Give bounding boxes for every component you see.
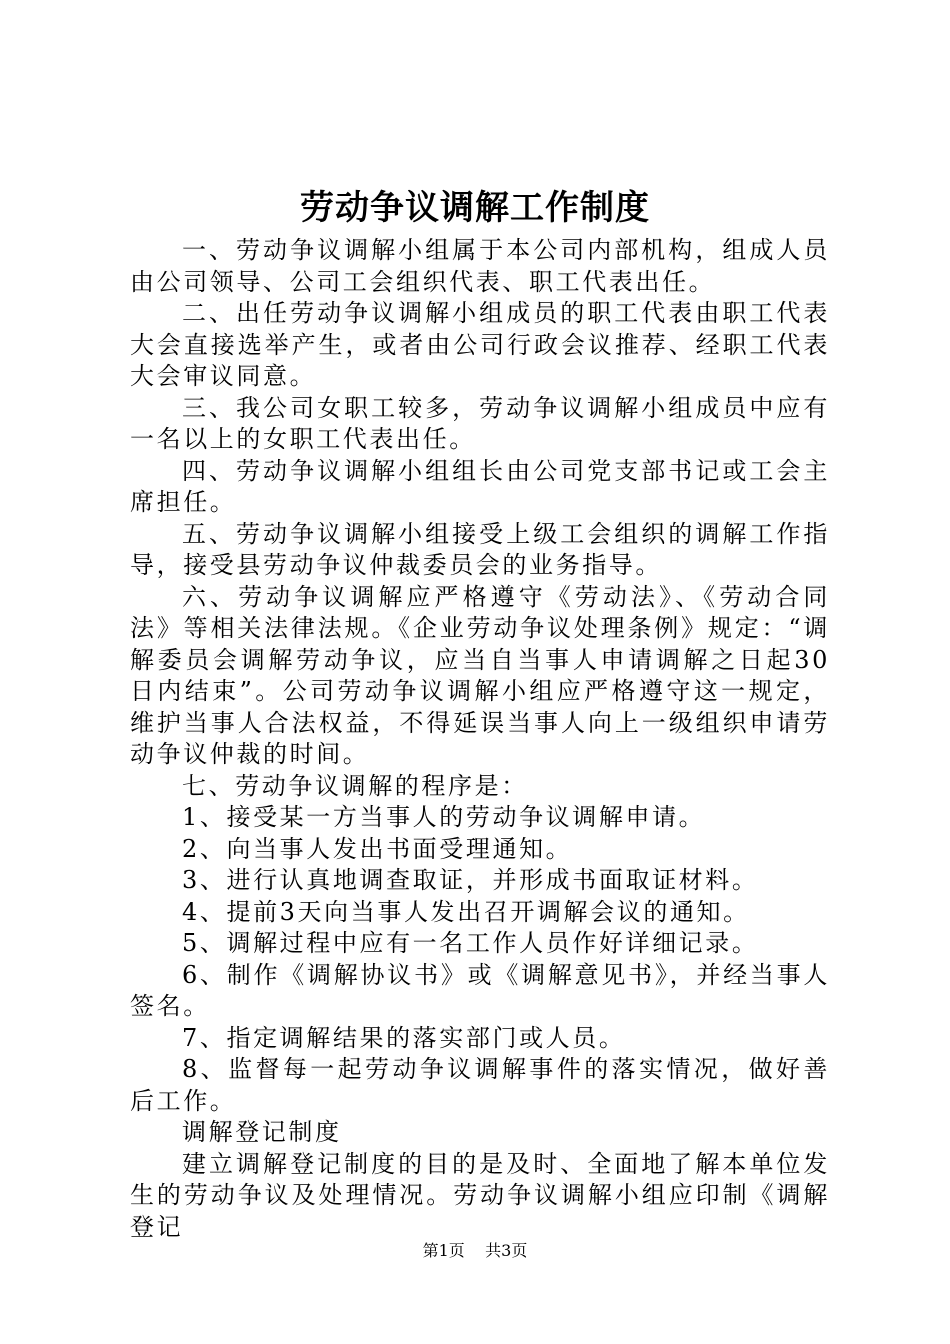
section-heading: 调解登记制度 (182, 1118, 342, 1146)
paragraph-2: 二、出任劳动争议调解小组成员的职工代表由职工代表大会直接选举产生，或者由公司行政会议推荐、经职工代表大会审议同意。 (130, 299, 830, 390)
page-separator (470, 1240, 480, 1262)
paragraph-3: 三、我公司女职工较多，劳动争议调解小组成员中应有一名以上的女职工代表出任。 (130, 393, 830, 453)
procedure-step-8: 8、监督每一起劳动争议调解事件的落实情况，做好善后工作。 (130, 1055, 830, 1115)
procedure-step-3: 3、进行认真地调查取证，并形成书面取证材料。 (182, 866, 759, 894)
page-footer (0, 1240, 950, 1262)
procedure-step-2: 2、向当事人发出书面受理通知。 (182, 834, 573, 863)
procedure-step-6: 6、制作《调解协议书》或《调解意见书》，并经当事人签名。 (130, 960, 830, 1020)
page-number: 第1页 (422, 1241, 465, 1260)
paragraph-5: 五、劳动争议调解小组接受上级工会组织的调解工作指导，接受县劳动争议仲裁委员会的业务指导。 (130, 519, 830, 579)
paragraph-1: 一、劳动争议调解小组属于本公司内部机构，组成人员由公司领导、公司工会组织代表、职工代表出任。 (130, 236, 830, 296)
paragraph-6: 六、劳动争议调解应严格遵守《劳动法》、《劳动合同法》等相关法律法规。《企业劳动争议处理条例》规定：“调解委员会调解劳动争议，应当自当事人申请调解之日起30日内结束”。公司劳动争议调解小组应严格遵守这一规定，维护当事人合法权益，不得延误当事人向上一级组织申请劳动争议仲裁的时间。 (130, 582, 830, 768)
paragraph-registration: 建立调解登记制度的目的是及时、全面地了解本单位发生的劳动争议及处理情况。劳动争议调解小组应印制《调解登记 (130, 1149, 830, 1241)
procedure-step-1: 1、接受某一方当事人的劳动争议调解申请。 (182, 803, 706, 831)
document-title: 劳动争议调解工作制度 (300, 188, 650, 228)
paragraph-7: 七、劳动争议调解的程序是： (182, 771, 528, 800)
procedure-step-5: 5、调解过程中应有一名工作人员作好详细记录。 (182, 929, 759, 957)
procedure-step-7: 7、指定调解结果的落实部门或人员。 (182, 1023, 626, 1052)
procedure-step-4: 4、提前3天向当事人发出召开调解会议的通知。 (182, 897, 750, 926)
document-body (130, 235, 830, 1243)
paragraph-4: 四、劳动争议调解小组组长由公司党支部书记或工会主席担任。 (130, 456, 830, 516)
page-total: 共3页 (485, 1241, 528, 1260)
